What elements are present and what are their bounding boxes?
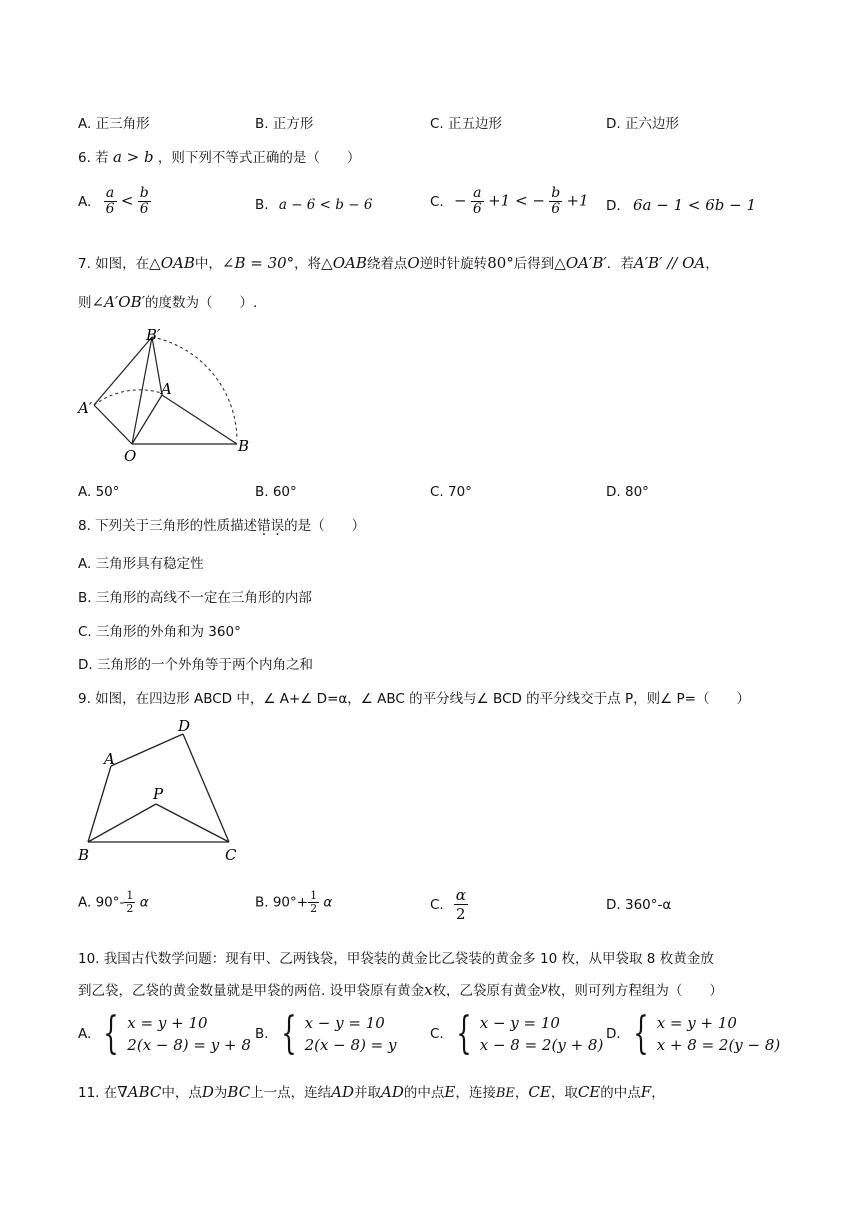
q9-label-b: B (78, 846, 90, 864)
q8-option-c: C. 三角形的外角和为 360° (78, 624, 241, 640)
q10-stem-line1: 10. 我国古代数学问题：现有甲、乙两钱袋，甲袋装的黄金比乙袋装的黄金多 10 枚，从甲袋取 8 枚黄金放 (78, 951, 714, 967)
q9-label-d: D (178, 717, 191, 735)
q6-stem: 6. 若 a > b ，则下列不等式正确的是（ ） (78, 148, 361, 166)
q7-option-b: B. 60° (255, 484, 297, 500)
q9-segment-pc (156, 804, 229, 842)
q8-option-a: A. 三角形具有稳定性 (78, 556, 204, 572)
q5-option-b: B. 正方形 (255, 116, 314, 132)
q10-option-b: B. { x − y = 10 2(x − 8) = y (255, 1008, 397, 1059)
q6-option-a: A. $\frac{a}{6}$ < $\frac{b}{6}$ (78, 185, 149, 217)
q6-option-b: B. a − 6 < b − 6 (255, 197, 373, 213)
q7-label-b: B (238, 437, 250, 455)
q7-segment-apbp (94, 337, 152, 405)
q11-stem: 11. 在∇ABC中，点D为BC上一点，连结AD并取AD的中点E，连接BE，CE，取CE的中点F， (78, 1083, 665, 1101)
q7-option-d: D. 80° (606, 484, 649, 500)
q7-label-bp: B′ (146, 326, 161, 344)
q10-option-a: A. { x = y + 10 2(x − 8) = y + 8 (78, 1008, 251, 1059)
q7-label-a: A (161, 380, 172, 398)
q7-segment-oap (94, 405, 132, 444)
q9-label-p: P (153, 785, 164, 803)
q10-option-c: C. { x − y = 10 x − 8 = 2(y + 8) (430, 1008, 604, 1059)
q8-stem: 8. 下列关于三角形的性质描述错误的是（ ） (78, 518, 366, 534)
q7-option-a: A. 50° (78, 484, 120, 500)
q7-rotation-figure (70, 325, 270, 470)
q7-segment-ab (162, 395, 237, 444)
q7-stem-line2: 则∠A′OB′的度数为（ ）. (78, 293, 258, 311)
q9-label-c: C (225, 846, 237, 864)
q5-option-a: A. 正三角形 (78, 116, 150, 132)
q9-segment-ad (111, 734, 183, 766)
q9-stem: 9. 如图，在四边形 ABCD 中，∠ A+∠ D=α，∠ ABC 的平分线与∠ BCD 的平分线交于点 P，则∠ P=（ ） (78, 691, 750, 707)
q6-option-c: C. − $\frac{a}{6}$ +1 < − $\frac{b}{6}$ +1 (430, 185, 589, 217)
q9-label-a: A (104, 750, 115, 768)
q7-label-o: O (124, 447, 137, 465)
q7-stem-line1: 7. 如图，在△OAB中，∠B = 30°，将△OAB绕着点O逆时针旋转80°后得到△OA′B′．若A′B′ // OA， (78, 254, 719, 272)
q7-option-c: C. 70° (430, 484, 472, 500)
q9-quadrilateral-figure (70, 712, 250, 867)
q10-option-d: D. { x = y + 10 x + 8 = 2(y − 8) (606, 1008, 781, 1059)
q5-option-c: C. 正五边形 (430, 116, 503, 132)
q5-option-d: D. 正六边形 (606, 116, 679, 132)
q8-emphasis-2: 误 (270, 518, 285, 534)
q7-label-ap: A′ (78, 399, 93, 417)
q9-option-a: A. 90°- $\frac{1}{2}$ α (78, 889, 149, 915)
q9-option-c: C. $\frac{\alpha}{2}$ (430, 886, 466, 923)
q9-option-d: D. 360°-α (606, 897, 672, 913)
q9-segment-dc (183, 734, 229, 842)
q8-emphasis-1: 错 (257, 518, 271, 534)
q10-stem-line2: 到乙袋，乙袋的黄金数量就是甲袋的两倍. 设甲袋原有黄金x枚，乙袋原有黄金y枚，则可列方程组为（ ） (78, 980, 723, 999)
q6-option-d: D. 6a − 1 < 6b − 1 (606, 196, 757, 214)
q8-option-b: B. 三角形的高线不一定在三角形的内部 (78, 590, 312, 606)
q8-option-d: D. 三角形的一个外角等于两个内角之和 (78, 657, 313, 673)
q9-option-b: B. 90°+ $\frac{1}{2}$ α (255, 889, 333, 915)
